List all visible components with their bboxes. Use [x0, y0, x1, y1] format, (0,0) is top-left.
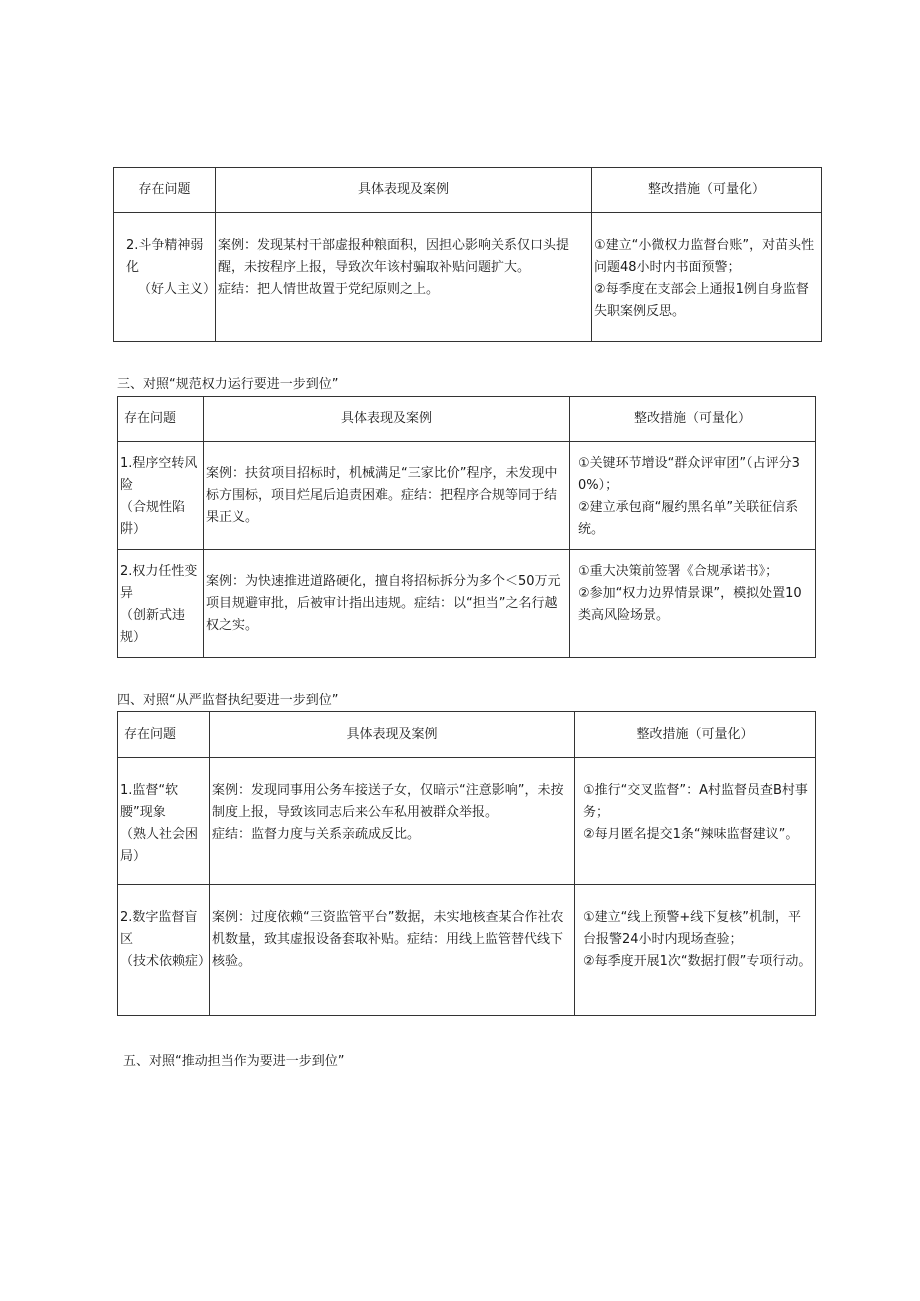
- table-power-operation: [117, 396, 816, 658]
- case-diagnosis: 症结：把人情世故置于党纪原则之上。: [218, 282, 440, 297]
- measures-cell: [575, 758, 816, 885]
- header-case: 具体表现及案例: [216, 168, 592, 213]
- table-header-row: [118, 712, 816, 758]
- problem-subtitle: （熟人社会困局）: [120, 827, 199, 864]
- case-diagnosis: 症结：监督力度与关系亲疏成反比。: [212, 827, 421, 842]
- problem-cell: [118, 442, 204, 550]
- case-cell: [216, 213, 592, 342]
- case-text: 案例：为快速推进道路硬化，擅自将招标拆分为多个＜50万元项目规避审批，后被审计指出违规。症结：以“担当”之名行越权之实。: [206, 574, 561, 633]
- header-measures: 整改措施（可量化）: [575, 712, 816, 758]
- measure-2: ②参加“权力边界情景课”，模拟处置10类高风险场景。: [578, 586, 802, 623]
- problem-subtitle: （创新式违规）: [120, 608, 186, 645]
- table-row: [114, 213, 822, 342]
- table-header-row: [114, 168, 822, 213]
- header-case: 具体表现及案例: [204, 397, 570, 442]
- problem-subtitle: （好人主义）: [138, 282, 217, 297]
- measures-cell: [575, 885, 816, 1016]
- case-text: 案例：扶贫项目招标时，机械满足“三家比价”程序，未发现中标方围标，项目烂尾后追责困难。症结：把程序合规等同于结果正义。: [206, 466, 558, 525]
- measures-cell: [592, 213, 822, 342]
- measure-2: ②每月匿名提交1条“辣味监督建议”。: [583, 827, 799, 842]
- problem-cell: [118, 758, 210, 885]
- problem-title: 2.斗争精神弱化: [126, 238, 204, 275]
- header-problem: 存在问题: [118, 712, 210, 758]
- measure-1: ①推行“交叉监督”：A村监督员查B村事务；: [583, 783, 808, 820]
- problem-title: 1.程序空转风险: [120, 456, 198, 493]
- problem-title: 1.监督“软腰”现象: [120, 783, 179, 820]
- header-measures: 整改措施（可量化）: [592, 168, 822, 213]
- measure-2: ②建立承包商“履约黑名单”关联征信系统。: [578, 500, 799, 537]
- case-cell: [210, 885, 575, 1016]
- measure-2: ②每季度开展1次“数据打假”专项行动。: [583, 954, 812, 969]
- problem-cell: [114, 213, 216, 342]
- case-text: 案例：发现同事用公务车接送子女，仅暗示“注意影响”，未按制度上报，导致该同志后来公车私用被群众举报。: [212, 783, 564, 820]
- table-row: [118, 550, 816, 658]
- case-cell: [204, 550, 570, 658]
- problem-subtitle: （合规性陷阱）: [120, 500, 186, 537]
- case-cell: [210, 758, 575, 885]
- table-fighting-spirit: [113, 167, 822, 342]
- measure-2: ②每季度在支部会上通报1例自身监督失职案例反思。: [594, 282, 809, 319]
- table-header-row: [118, 397, 816, 442]
- problem-subtitle: （技术依赖症）: [120, 954, 212, 969]
- section-5-title: 五、对照“推动担当作为要进一步到位”: [123, 1054, 345, 1069]
- table-row: [118, 885, 816, 1016]
- header-measures: 整改措施（可量化）: [570, 397, 816, 442]
- header-problem: 存在问题: [114, 168, 216, 213]
- case-cell: [204, 442, 570, 550]
- measures-cell: [570, 550, 816, 658]
- section-4-title: 四、对照“从严监督执纪要进一步到位”: [117, 693, 339, 708]
- measure-1: ①关键环节增设“群众评审团”（占评分30%）；: [578, 456, 800, 493]
- case-text: 案例：发现某村干部虚报种粮面积，因担心影响关系仅口头提醒，未按程序上报，导致次年该村骗取补贴问题扩大。: [218, 238, 570, 275]
- measure-1: ①重大决策前签署《合规承诺书》；: [578, 564, 779, 579]
- case-text: 案例：过度依赖“三资监管平台”数据，未实地核查某合作社农机数量，致其虚报设备套取补贴。症结：用线上监管替代线下核验。: [212, 910, 564, 969]
- problem-cell: [118, 885, 210, 1016]
- problem-title: 2.数字监督盲区: [120, 910, 198, 947]
- measure-1: ①建立“小微权力监督台账”，对苗头性问题48小时内书面预警；: [594, 238, 815, 275]
- measure-1: ①建立“线上预警+线下复核”机制，平台报警24小时内现场查验；: [583, 910, 802, 947]
- measures-cell: [570, 442, 816, 550]
- problem-title: 2.权力任性变异: [120, 564, 198, 601]
- table-row: [118, 758, 816, 885]
- table-row: [118, 442, 816, 550]
- section-3-title: 三、对照“规范权力运行要进一步到位”: [117, 377, 339, 392]
- table-supervision: [117, 711, 816, 1016]
- header-problem: 存在问题: [118, 397, 204, 442]
- problem-cell: [118, 550, 204, 658]
- header-case: 具体表现及案例: [210, 712, 575, 758]
